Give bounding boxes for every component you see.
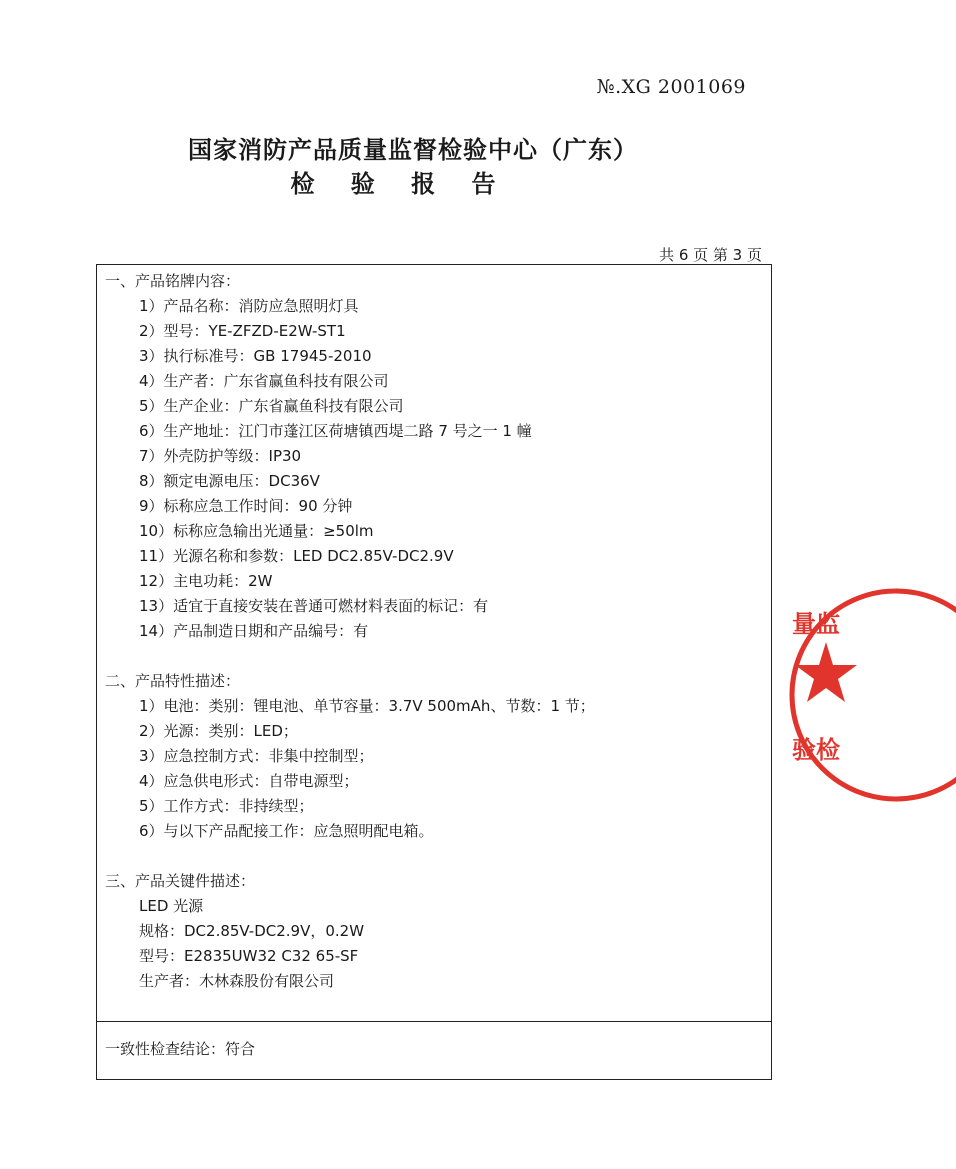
nameplate-item: 14）产品制造日期和产品编号：有 bbox=[139, 622, 369, 640]
seal-text-top: 量监 bbox=[792, 609, 840, 638]
key-component-item: 规格：DC2.85V-DC2.9V，0.2W bbox=[139, 922, 365, 940]
characteristic-item: 3）应急控制方式：非集中控制型； bbox=[139, 747, 374, 765]
nameplate-item: 8）额定电源电压：DC36V bbox=[139, 472, 320, 490]
characteristic-item: 5）工作方式：非持续型； bbox=[139, 797, 314, 815]
report-title: 检 验 报 告 bbox=[290, 169, 510, 198]
characteristic-item: 4）应急供电形式：自带电源型； bbox=[139, 772, 359, 790]
key-component-item: LED 光源 bbox=[139, 897, 204, 915]
official-seal-icon bbox=[786, 580, 956, 810]
nameplate-item: 12）主电功耗：2W bbox=[139, 572, 273, 590]
section-characteristics-title: 二、产品特性描述： bbox=[105, 672, 241, 690]
characteristic-item: 2）光源：类别：LED； bbox=[139, 722, 298, 740]
nameplate-item: 9）标称应急工作时间：90 分钟 bbox=[139, 497, 353, 515]
conformity-conclusion: 一致性检查结论：符合 bbox=[105, 1040, 256, 1058]
characteristic-item: 1）电池：类别：锂电池、单节容量：3.7V 500mAh、节数：1 节； bbox=[139, 697, 595, 715]
report-number: №.XG 2001069 bbox=[596, 76, 746, 98]
table-divider bbox=[97, 1021, 771, 1022]
nameplate-item: 2）型号：YE-ZFZD-E2W-ST1 bbox=[139, 322, 346, 340]
nameplate-item: 6）生产地址：江门市蓬江区荷塘镇西堤二路 7 号之一 1 幢 bbox=[139, 422, 532, 440]
key-component-item: 型号：E2835UW32 C32 65-SF bbox=[139, 947, 359, 965]
seal-text-bottom: 验检 bbox=[792, 735, 840, 764]
page-indicator: 共 6 页 第 3 页 bbox=[659, 246, 762, 264]
nameplate-item: 10）标称应急输出光通量：≥50lm bbox=[139, 522, 374, 540]
key-component-item: 生产者：木林森股份有限公司 bbox=[139, 972, 335, 990]
spacer bbox=[105, 644, 763, 669]
section-nameplate-title: 一、产品铭牌内容： bbox=[105, 272, 241, 290]
report-table bbox=[96, 264, 772, 1080]
report-title-org: 国家消防产品质量监督检验中心（广东） bbox=[188, 135, 638, 164]
nameplate-item: 1）产品名称：消防应急照明灯具 bbox=[139, 297, 359, 315]
nameplate-item: 11）光源名称和参数：LED DC2.85V-DC2.9V bbox=[139, 547, 454, 565]
nameplate-item: 13）适宜于直接安装在普通可燃材料表面的标记：有 bbox=[139, 597, 489, 615]
nameplate-item: 3）执行标准号：GB 17945-2010 bbox=[139, 347, 372, 365]
characteristic-item: 6）与以下产品配接工作：应急照明配电箱。 bbox=[139, 822, 434, 840]
nameplate-item: 4）生产者：广东省赢鱼科技有限公司 bbox=[139, 372, 389, 390]
report-content bbox=[105, 269, 763, 994]
nameplate-item: 5）生产企业：广东省赢鱼科技有限公司 bbox=[139, 397, 404, 415]
spacer bbox=[105, 844, 763, 869]
section-key-components-title: 三、产品关键件描述： bbox=[105, 872, 256, 890]
nameplate-item: 7）外壳防护等级：IP30 bbox=[139, 447, 302, 465]
